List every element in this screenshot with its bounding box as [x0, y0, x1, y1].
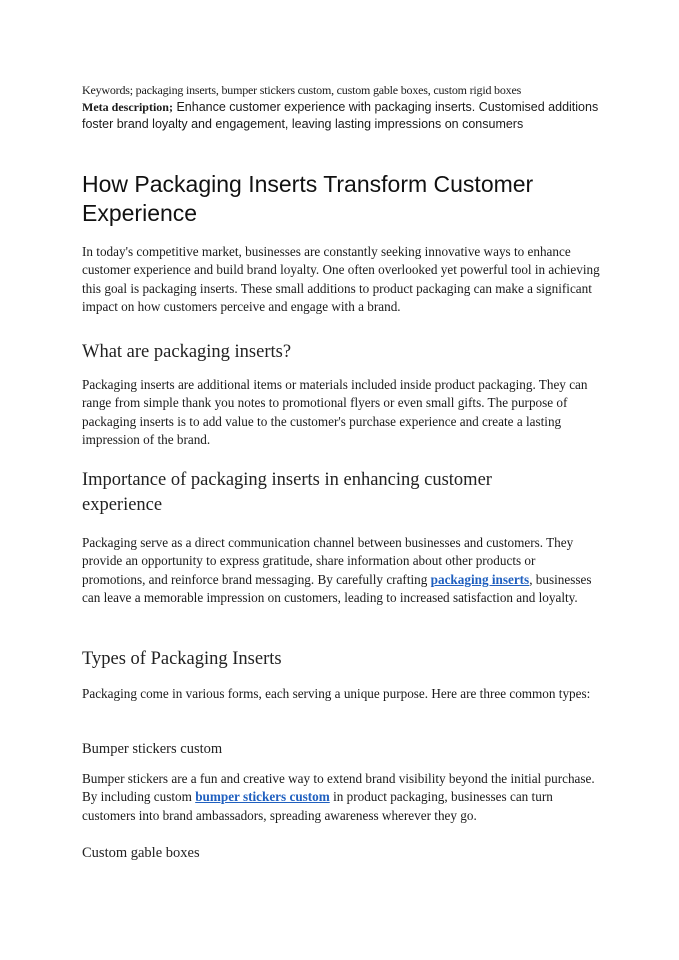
packaging-inserts-link[interactable]: packaging inserts	[430, 571, 530, 587]
importance-text-before: Packaging serve as a direct communication channel between businesses and customers. They provide an opportunity to express gratitude, share information about other products or promotions, and reinforce brand messaging. By carefully crafting	[82, 535, 574, 587]
bumper-text-after: in product packaging, businesses can turn customers into brand ambassadors, spreading awareness wherever they go.	[82, 789, 553, 823]
meta-description-label: Meta description;	[82, 100, 173, 114]
keywords-line: Keywords; packaging inserts, bumper stickers custom, custom gable boxes, custom rigid boxes	[82, 83, 522, 97]
bumper-stickers-paragraph	[82, 770, 602, 825]
importance-text-after: , businesses can leave a memorable impression on customers, leading to increased satisfaction and loyalty.	[82, 571, 592, 606]
what-are-inserts-paragraph: Packaging inserts are additional items or materials included inside product packaging. They can range from simple thank you notes to promotional flyers or even small gifts. The purpose of packaging inserts is to add value to the customer's purchase experience and create a lasting impression of the brand.	[82, 377, 588, 448]
intro-paragraph: In today's competitive market, businesses are constantly seeking innovative ways to enhance customer experience and build brand loyalty. One often overlooked yet powerful tool in achieving this goal is packaging inserts. These small additions to product packaging can make a significant impact on how customers perceive and engage with a brand.	[82, 244, 600, 315]
page-title: How Packaging Inserts Transform Customer Experience	[82, 171, 534, 226]
bumper-stickers-custom-link[interactable]: bumper stickers custom	[195, 789, 330, 805]
meta-description	[82, 99, 602, 133]
heading-importance: Importance of packaging inserts in enhancing customer experience	[82, 470, 492, 515]
heading-types: Types of Packaging Inserts	[82, 649, 282, 669]
heading-custom-gable-boxes: Custom gable boxes	[82, 845, 200, 861]
bumper-text-before: Bumper stickers are a fun and creative way to extend brand visibility beyond the initial purchase. By including custom	[82, 771, 595, 805]
heading-bumper-stickers: Bumper stickers custom	[82, 741, 223, 757]
importance-paragraph	[82, 534, 602, 608]
meta-description-text: Enhance customer experience with packaging inserts. Customised additions foster brand loyalty and engagement, leaving lasting impressions on consumers	[82, 100, 599, 131]
types-paragraph: Packaging come in various forms, each serving a unique purpose. Here are three common types:	[82, 686, 591, 701]
meta-block	[82, 82, 602, 133]
heading-what-are-inserts: What are packaging inserts?	[82, 342, 292, 362]
